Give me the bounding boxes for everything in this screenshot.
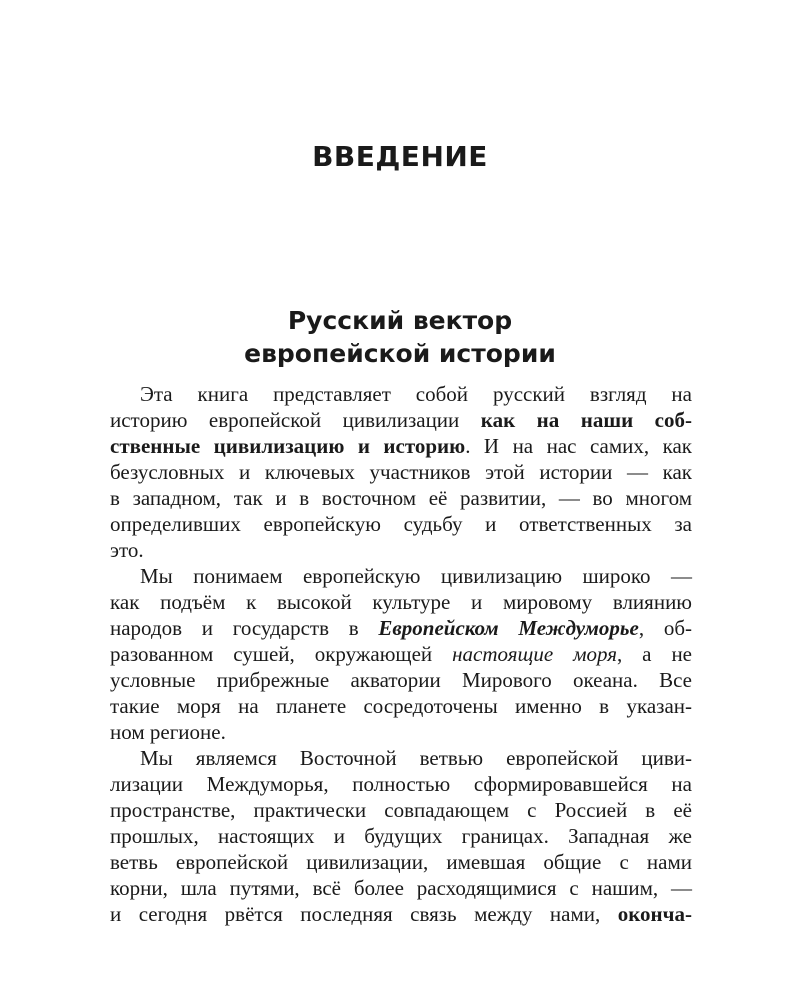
text-line: прошлых, настоящих и будущих границах. Западная же <box>110 824 692 848</box>
text-line: определивших европейскую судьбу и ответственных за <box>110 512 692 536</box>
text-line: лизации Междуморья, полностью сформировавшейся на <box>110 772 692 796</box>
text-line: ственные цивилизацию и историю. И на нас самих, как <box>110 434 692 458</box>
text-line: Мы являемся Восточной ветвью европейской циви- <box>140 746 692 770</box>
text-line: такие моря на планете сосредоточены именно в указан- <box>110 694 692 718</box>
text-line: в западном, так и в восточном её развитии, — во многом <box>110 486 692 510</box>
text-line: и сегодня рвётся последняя связь между нами, оконча- <box>110 902 692 926</box>
paragraph-1 <box>110 381 692 563</box>
section-title-line-1: Русский вектор <box>287 306 513 335</box>
text-line: ветвь европейской цивилизации, имевшая общие с нами <box>110 850 692 874</box>
paragraph-3 <box>110 745 692 927</box>
text-line: безусловных и ключевых участников этой истории — как <box>110 460 692 484</box>
section-title-line-2: европейской истории <box>244 339 556 368</box>
chapter-title: ВВЕДЕНИЕ <box>312 140 488 173</box>
text-line: Мы понимаем европейскую цивилизацию широко — <box>140 564 692 588</box>
emphasis-italic: настоящие моря <box>452 642 617 666</box>
text-line: народов и государств в Европейском Междуморье, об- <box>110 616 692 640</box>
emphasis-bold: ственные цивилизацию и историю <box>110 434 466 458</box>
text-line: это. <box>110 538 144 562</box>
text-line: корни, шла путями, всё более расходящимися с нашим, — <box>110 876 692 900</box>
text-line: как подъём к высокой культуре и мировому влиянию <box>110 590 692 614</box>
text-line: пространстве, практически совпадающем с Россией в её <box>110 798 692 822</box>
paragraph-2 <box>110 563 692 745</box>
emphasis-bold: как на наши соб- <box>480 408 692 432</box>
body-text <box>110 381 692 927</box>
text-line: историю европейской цивилизации как на наши соб- <box>110 408 692 432</box>
text-line: условные прибрежные акватории Мирового океана. Все <box>110 668 692 692</box>
text-line: Эта книга представляет собой русский взгляд на <box>140 382 692 406</box>
text-line: ном регионе. <box>110 720 226 744</box>
emphasis-bold: оконча- <box>617 902 692 926</box>
text-line: разованном сушей, окружающей настоящие моря, а не <box>110 642 692 666</box>
section-title <box>0 304 800 370</box>
emphasis-bold-italic: Европейском Междуморье <box>378 616 639 640</box>
